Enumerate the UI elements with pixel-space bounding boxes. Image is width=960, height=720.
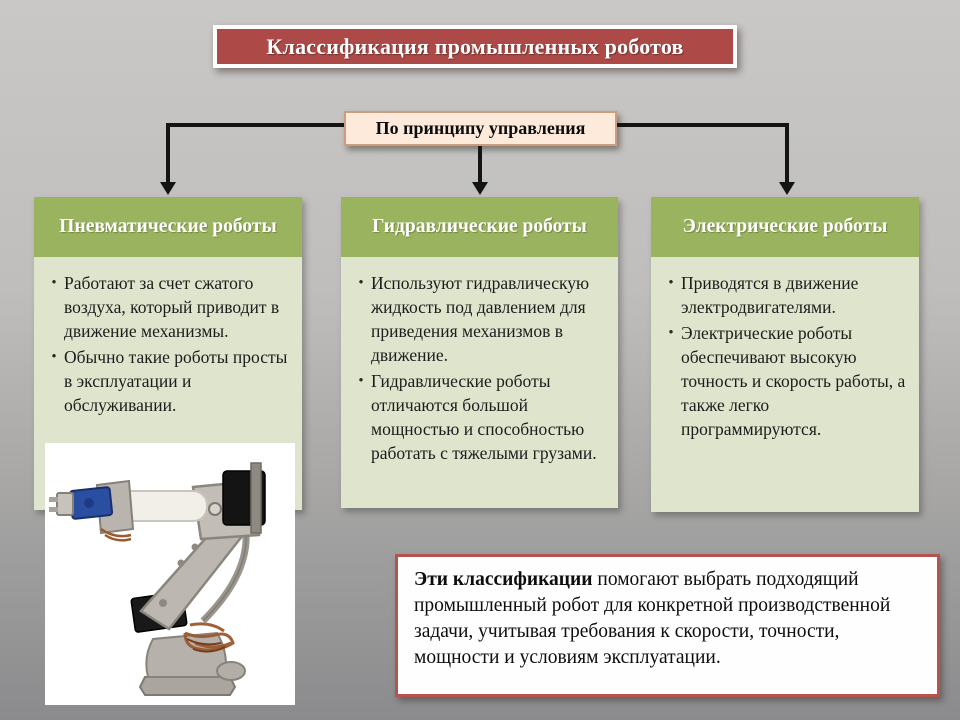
column-header-label: Пневматические роботы	[59, 216, 277, 237]
column-electric-robots	[651, 197, 919, 512]
bullet-text: Обычно такие роботы просты в эксплуатации и обслуживании.	[64, 347, 288, 415]
connector-right-line	[785, 123, 789, 183]
column-body	[341, 257, 618, 508]
robot-arm-photo	[45, 443, 295, 705]
robot-arm-illustration	[45, 443, 295, 705]
bullet-icon: •	[358, 275, 364, 291]
summary-lead: Эти классификации	[414, 569, 593, 590]
summary-box	[395, 554, 940, 697]
slide-title: Классификация промышленных роботов	[266, 33, 684, 59]
column-header	[341, 197, 618, 257]
column-header-label: Гидравлические роботы	[372, 216, 587, 237]
bullet-text: Электрические роботы обеспечивают высокую точность и скорость работы, а также легко программируются.	[681, 323, 906, 439]
connector-center-line	[478, 145, 482, 183]
branch-label: По принципу управления	[375, 118, 586, 138]
list-item	[351, 369, 606, 465]
bullet-icon: •	[668, 275, 674, 291]
list-item	[661, 271, 907, 319]
slide-title-box	[213, 25, 737, 68]
summary-text	[414, 567, 921, 671]
list-item	[44, 271, 290, 343]
bullet-text: Приводятся в движение электродвигателями.	[681, 273, 859, 317]
bullet-text: Гидравлические роботы отличаются большой мощностью и способностью работать с тяжелыми грузами.	[371, 371, 597, 463]
bullet-icon: •	[51, 275, 57, 291]
summary-rest: помогают выбрать подходящий промышленный робот для конкретной производственной задачи, учитывая требования к скорости, точности, мощности и условиям эксплуатации.	[414, 569, 891, 668]
column-body	[651, 257, 919, 512]
list-item	[44, 345, 290, 417]
column-header-label: Электрические роботы	[682, 216, 888, 237]
bullet-text: Используют гидравлическую жидкость под давлением для приведения механизмов в движение.	[371, 273, 590, 365]
connector-left-line	[166, 123, 170, 183]
column-header	[651, 197, 919, 257]
bullet-text: Работают за счет сжатого воздуха, который приводит в движение механизмы.	[64, 273, 280, 341]
bullet-icon: •	[51, 349, 57, 365]
arrow-down-icon	[160, 182, 176, 195]
arrow-down-icon	[472, 182, 488, 195]
bullet-icon: •	[358, 373, 364, 389]
arrow-down-icon	[779, 182, 795, 195]
list-item	[351, 271, 606, 367]
column-header	[34, 197, 302, 257]
column-hydraulic-robots	[341, 197, 618, 508]
branch-label-box	[344, 111, 617, 146]
bullet-icon: •	[668, 325, 674, 341]
list-item	[661, 321, 907, 441]
